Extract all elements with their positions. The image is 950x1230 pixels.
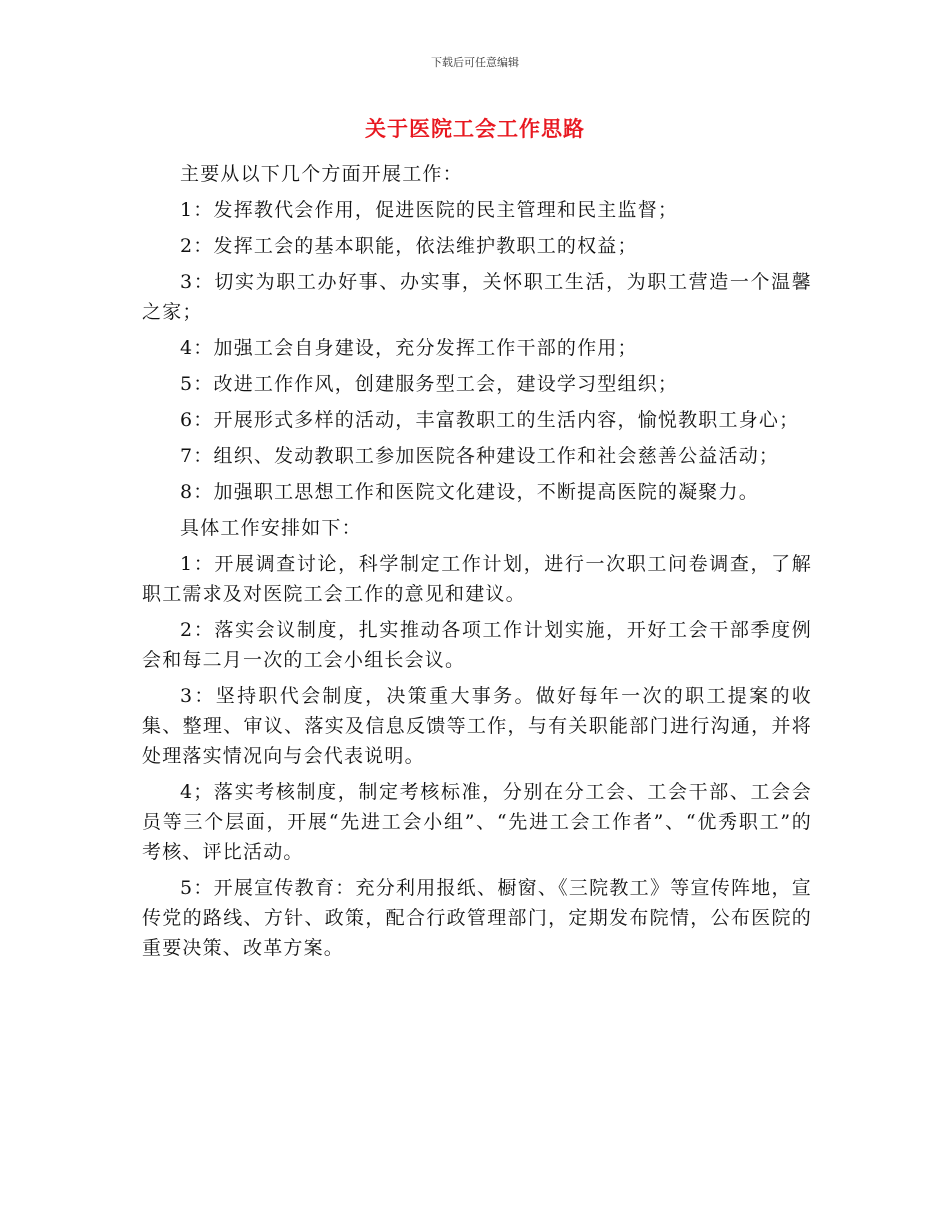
paragraph: 主要从以下几个方面开展工作： (180, 163, 463, 185)
paragraph: 8：加强职工思想工作和医院文化建设，不断提高医院的凝聚力。 (180, 481, 759, 503)
paragraph: 6：开展形式多样的活动，丰富教职工的生活内容，愉悦教职工身心； (180, 409, 800, 431)
paragraph: 4；落实考核制度，制定考核标准，分别在分工会、工会干部、工会会员等三个层面，开展“先进工会小组”、“先进工会工作者”、“优秀职工”的考核、评比活动。 (142, 781, 812, 863)
paragraph: 5：改进工作作风，创建服务型工会，建设学习型组织； (180, 373, 679, 395)
paragraph: 7：组织、发动教职工参加医院各种建设工作和社会慈善公益活动； (180, 445, 780, 467)
paragraph: 4：加强工会自身建设，充分发挥工作干部的作用； (180, 337, 638, 359)
header-note: 下载后可任意编辑 (431, 56, 519, 69)
document-body (142, 159, 812, 969)
paragraph: 3：切实为职工办好事、办实事，关怀职工生活，为职工营造一个温馨之家； (142, 271, 812, 323)
paragraph: 具体工作安排如下： (180, 517, 362, 539)
paragraph: 5：开展宣传教育：充分利用报纸、橱窗、《三院教工》等宣传阵地，宣传党的路线、方针、政策，配合行政管理部门，定期发布院情，公布医院的重要决策、改革方案。 (142, 877, 812, 959)
paragraph: 2：发挥工会的基本职能，依法维护教职工的权益； (180, 235, 638, 257)
paragraph: 3：坚持职代会制度，决策重大事务。做好每年一次的职工提案的收集、整理、审议、落实及信息反馈等工作，与有关职能部门进行沟通，并将处理落实情况向与会代表说明。 (142, 685, 812, 767)
paragraph: 1：开展调查讨论，科学制定工作计划，进行一次职工问卷调查，了解职工需求及对医院工会工作的意见和建议。 (142, 553, 812, 605)
document-title: 关于医院工会工作思路 (365, 117, 585, 141)
paragraph: 1：发挥教代会作用，促进医院的民主管理和民主监督； (180, 199, 679, 221)
paragraph: 2：落实会议制度，扎实推动各项工作计划实施，开好工会干部季度例会和每二月一次的工会小组长会议。 (142, 619, 812, 671)
